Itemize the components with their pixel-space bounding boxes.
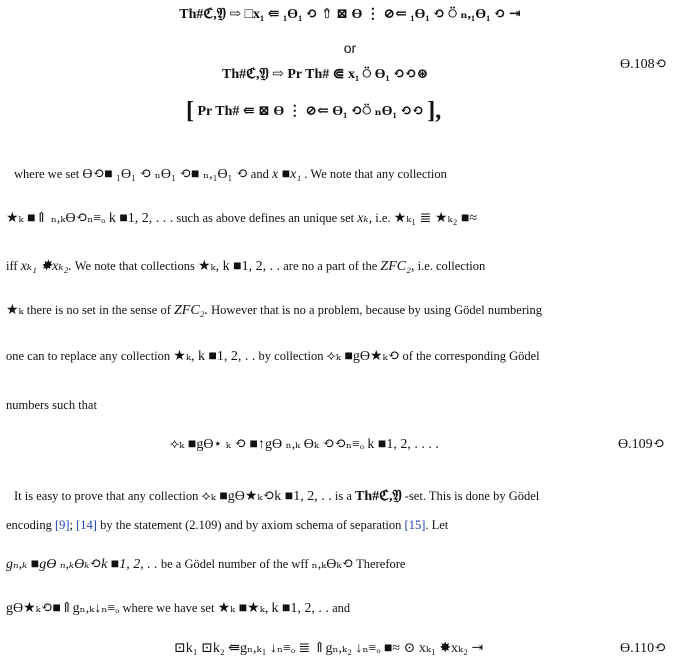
paragraph1-line3 <box>6 258 485 275</box>
math-italic: xₖ, <box>357 211 373 226</box>
paragraph1-line1 <box>14 166 447 183</box>
math: ★ₖ ■★ₖ, <box>217 601 269 616</box>
text: are no a part of the <box>283 259 378 273</box>
text: ; <box>69 518 74 532</box>
citation-link-15[interactable]: [15] <box>404 518 426 532</box>
equation-110: ⊡k₁ ⊡k₂ ⇚gₙ,ₖ₁ ↓ₙ≡ₒ ≣ ⇑gₙ,ₖ₂ ↓ₙ≡ₒ ■≈ ⊙ xₖ₁ ✸xₖ₂ ⇥ <box>174 641 484 656</box>
text: and <box>332 601 351 615</box>
math <box>380 259 414 274</box>
math: gϴ★ₖ⟲■⇑gₙ,ₖ↓ₙ≡ₒ <box>6 601 120 616</box>
paragraph2-line2 <box>6 518 448 533</box>
math <box>21 259 72 274</box>
equation-line-4-body: Pr Th# ⇚ ⊠ ϴ ⋮ ⊘⇐ ϴ₁ ⟲⍥ ₙϴ₁ ⟲⟲ <box>197 104 424 119</box>
equation-number-109: ϴ.109⟲ <box>618 437 665 452</box>
paragraph1-line2 <box>6 210 477 227</box>
paragraph2-line4 <box>6 600 350 617</box>
math: ★ₖ, k ■1, 2, . . <box>197 259 281 274</box>
text: -set. This is done by Gödel <box>404 489 540 503</box>
text: by the statement (2.109) and by axiom schema of separation <box>100 518 402 532</box>
text: by collection <box>258 349 324 363</box>
text: However that is no a problem, because by using Gödel numbering <box>211 303 542 317</box>
math-italic: x ■x₁ <box>271 167 302 182</box>
equation-line-3: Th#ℭ,𝔜 ⇨ Pr Th# ⋐ x₁ ⍥ ϴ₁ ⟲⟲⊛ <box>222 67 429 82</box>
text: such as above defines an unique set <box>176 211 355 225</box>
text: . Let <box>425 518 449 532</box>
text: It is easy to prove that any collection <box>14 489 199 503</box>
bracket-open: [ <box>186 98 194 124</box>
text: where we set <box>14 167 80 181</box>
math: k ■1, 2, . . <box>271 601 329 616</box>
math: Th#ℭ,𝔜 <box>355 489 402 504</box>
equation-number-110: ϴ.110⟲ <box>620 641 666 656</box>
bracket-close: ], <box>427 98 442 124</box>
math <box>272 167 301 182</box>
citation-link-14[interactable]: [14] <box>76 518 97 532</box>
math: ⟡ₖ ■gϴ★ₖ⟲ <box>326 349 400 364</box>
math: ★ₖ ■⇑ ₙ,ₖϴ⟲ₙ≡ₒ k ■1, 2, . . . <box>6 211 174 226</box>
text: there is no set in the sense of <box>26 303 171 317</box>
text: and <box>250 167 269 181</box>
math: ★ₖ, k ■1, 2, . . <box>173 349 256 364</box>
math-italic: gₙ,ₖ ■gϴ ₙ,ₖϴₖ⟲k ■1, 2, . . <box>6 557 158 572</box>
math-italic: ZFC₂, <box>380 259 415 274</box>
text: iff <box>6 259 18 273</box>
text: i.e. collection <box>417 259 486 273</box>
equation-number-108: ϴ.108⟲ <box>620 57 667 72</box>
paragraph2-line1 <box>14 488 539 505</box>
math: ★ₖ <box>6 303 24 318</box>
equation-or: or <box>343 40 357 56</box>
math: ★ₖ₁ ≣ ★ₖ₂ ■≈ <box>393 211 478 226</box>
text: Therefore <box>356 557 406 571</box>
math <box>6 557 158 572</box>
paragraph1-line5 <box>6 348 540 365</box>
paragraph1-line4 <box>6 302 542 319</box>
math: ₙ,ₖϴₖ⟲ <box>311 557 354 572</box>
math <box>174 303 208 318</box>
text: i.e. <box>375 211 391 225</box>
equation-109: ⟡ₖ ■gϴ⋆ ₖ ⟲ ■↑gϴ ₙ,ₖ ϴₖ ⟲⟲ₙ≡ₒ k ■1, 2, . . . . <box>170 437 439 452</box>
paragraph2-line3 <box>6 556 405 573</box>
text: of the corresponding Gödel <box>402 349 540 363</box>
equation-line-1: Th#ℭ,𝔜 ⇨ □x₁ ⇚ ₁ϴ₁ ⟲ ⇮ ⊠ ϴ ⋮ ⊘⇐ ₁ϴ₁ ⟲ ⍥ ₙ,₁ϴ₁ ⟲ ⇥ <box>179 7 521 22</box>
math-italic: ZFC₂. <box>173 303 209 318</box>
paragraph1-line6: numbers such that <box>6 398 97 412</box>
text: . We note that any collection <box>304 167 447 181</box>
text: We note that collections <box>74 259 195 273</box>
text: is a <box>334 489 352 503</box>
text: where we have set <box>122 601 215 615</box>
math <box>357 211 372 226</box>
math-italic: xₖ₁ ✸xₖ₂. <box>20 259 72 274</box>
math: ϴ⟲■ ₁ϴ₁ ⟲ ₙϴ₁ ⟲■ ₙ,₁ϴ₁ ⟲ <box>82 167 248 182</box>
math: ⟡ₖ ■gϴ★ₖ⟲k ■1, 2, . . <box>201 489 332 504</box>
citation-link-9[interactable]: [9] <box>54 518 70 532</box>
text: one can to replace any collection <box>6 349 171 363</box>
text: be a Gödel number of the wff <box>160 557 309 571</box>
text: encoding <box>6 518 52 532</box>
equation-line-4 <box>186 98 441 125</box>
